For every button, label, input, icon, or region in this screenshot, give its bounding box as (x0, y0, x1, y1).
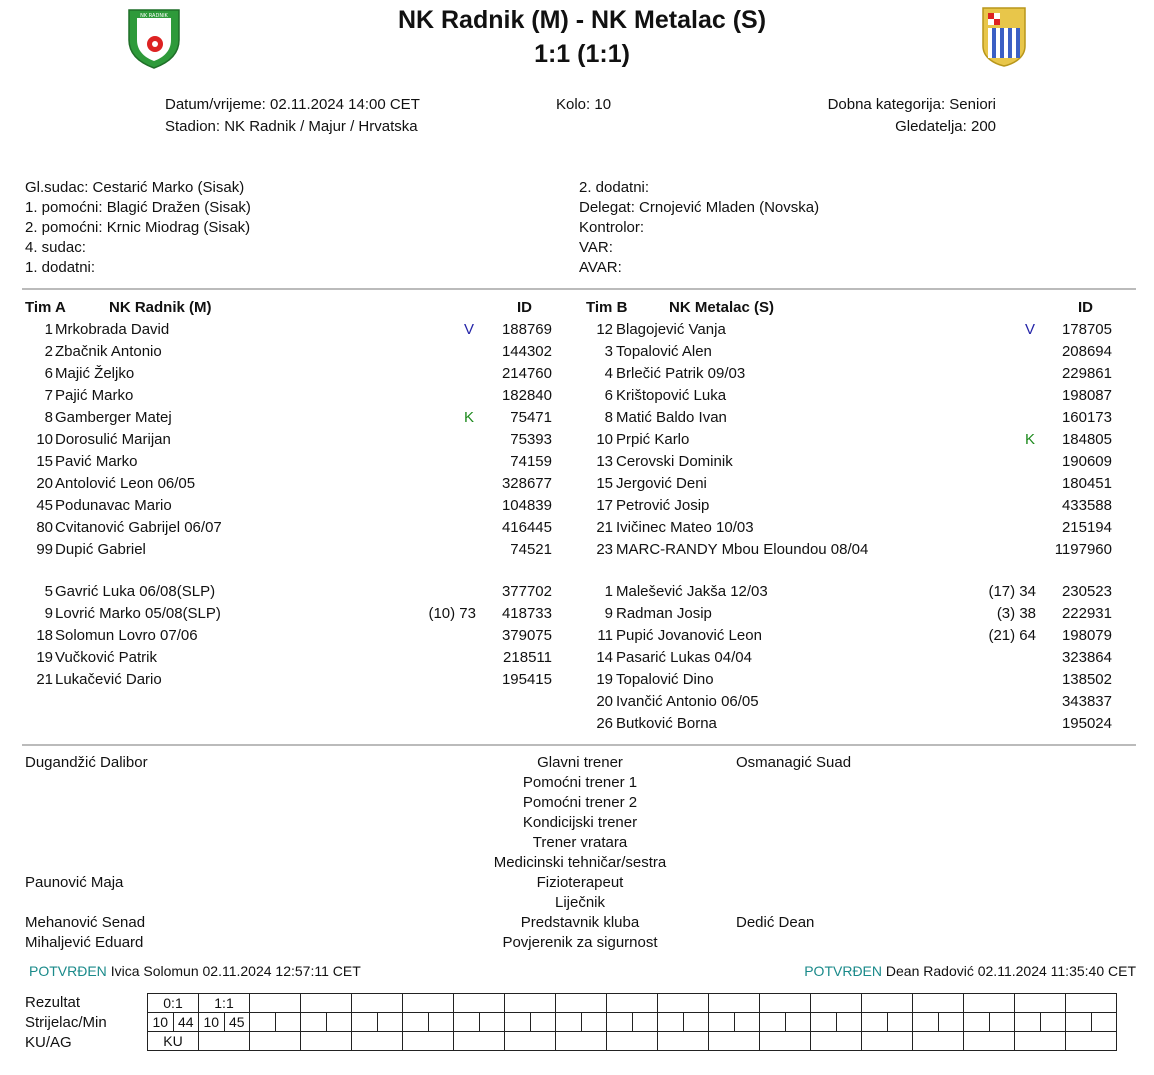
player-id: 182840 (501, 387, 552, 404)
player-id: 160173 (1061, 409, 1112, 426)
player-id: 214760 (501, 365, 552, 382)
result-row (148, 994, 1117, 1013)
result-cell (403, 994, 454, 1013)
player-name: Cerovski Dominik (616, 453, 733, 470)
scorer-number-cell (301, 1013, 327, 1032)
player-number: 1 (604, 583, 613, 600)
team-a-name: NK Radnik (M) (109, 299, 212, 316)
staff-role: Glavni trener (537, 754, 623, 771)
match-score: 1:1 (1:1) (534, 40, 630, 68)
player-number: 4 (604, 365, 613, 382)
official-line: Kontrolor: (579, 219, 645, 236)
player-id: 215194 (1061, 519, 1112, 536)
player-name: Blagojević Vanja (616, 321, 726, 338)
staff-role: Medicinski tehničar/sestra (493, 854, 667, 871)
player-id: 418733 (501, 605, 552, 622)
scorer-row (148, 1013, 1117, 1032)
result-cell (505, 994, 556, 1013)
scorer-minute-cell (1091, 1013, 1117, 1032)
scorer-number-cell (556, 1013, 582, 1032)
kuag-cell (403, 1032, 454, 1051)
scorer-minute-cell (989, 1013, 1015, 1032)
staff-role: Povjerenik za sigurnost (502, 934, 658, 951)
kuag-cell (250, 1032, 301, 1051)
scorer-number-cell: 10 (199, 1013, 225, 1032)
player-name: Antolović Leon 06/05 (55, 475, 196, 492)
kuag-cell: KU (148, 1032, 199, 1051)
player-name: Pupić Jovanović Leon (616, 627, 762, 644)
player-id: 195024 (1061, 715, 1112, 732)
player-id: 222931 (1061, 605, 1112, 622)
team-b-id-header: ID (1078, 299, 1093, 316)
player-id: 343837 (1061, 693, 1112, 710)
scorer-number-cell (250, 1013, 276, 1032)
kuag-cell (964, 1032, 1015, 1051)
home-staff-name: Mehanović Senad (25, 914, 146, 931)
scorer-number-cell (505, 1013, 531, 1032)
scorer-minute-cell (734, 1013, 760, 1032)
player-id: 190609 (1061, 453, 1112, 470)
player-name: Butković Borna (616, 715, 717, 732)
scorer-number-cell (658, 1013, 684, 1032)
player-name: Lovrić Marko 05/08(SLP) (55, 605, 221, 622)
player-name: Lukačević Dario (55, 671, 162, 688)
kuag-row (148, 1032, 1117, 1051)
official-line: AVAR: (579, 259, 622, 276)
player-number: 26 (596, 715, 613, 732)
scorer-minute-cell (632, 1013, 658, 1032)
result-cell (250, 994, 301, 1013)
scorer-minute-cell (836, 1013, 862, 1032)
player-id: 198079 (1061, 627, 1112, 644)
result-cell (658, 994, 709, 1013)
player-id: 230523 (1061, 583, 1112, 600)
player-id: 323864 (1061, 649, 1112, 666)
home-staff-name: Mihaljević Eduard (25, 934, 144, 951)
scorer-minute-cell (479, 1013, 505, 1032)
player-name: Vučković Patrik (55, 649, 157, 666)
player-id: 178705 (1061, 321, 1112, 338)
player-number: 8 (44, 409, 53, 426)
kuag-cell (199, 1032, 250, 1051)
result-cell (913, 994, 964, 1013)
score-grid (147, 993, 1117, 1051)
player-name: Topalović Alen (616, 343, 712, 360)
player-number: 15 (36, 453, 53, 470)
scorer-minute-cell (1040, 1013, 1066, 1032)
player-id: 198087 (1061, 387, 1112, 404)
player-name: Topalović Dino (616, 671, 714, 688)
player-number: 6 (604, 387, 613, 404)
divider (22, 744, 1136, 746)
kuag-cell (607, 1032, 658, 1051)
player-id: 138502 (1061, 671, 1112, 688)
player-id: 229861 (1061, 365, 1112, 382)
player-id: 144302 (501, 343, 552, 360)
kuag-cell (811, 1032, 862, 1051)
kuag-cell (913, 1032, 964, 1051)
player-name: Podunavac Mario (55, 497, 172, 514)
team-a-label: Tim A (25, 299, 66, 316)
player-role-mark: V (464, 321, 475, 338)
team-b-name: NK Metalac (S) (669, 299, 775, 316)
player-number: 20 (36, 475, 53, 492)
official-line: 1. dodatni: (25, 259, 96, 276)
player-number: 19 (596, 671, 613, 688)
kuag-label: KU/AG (25, 1034, 72, 1051)
player-id: 328677 (501, 475, 552, 492)
kuag-cell (709, 1032, 760, 1051)
player-number: 17 (596, 497, 613, 514)
away-confirmed-label: POTVRĐEN (804, 963, 883, 979)
player-name: Matić Baldo Ivan (616, 409, 727, 426)
player-name: Pajić Marko (55, 387, 134, 404)
result-label: Rezultat (25, 994, 81, 1011)
player-number: 11 (597, 627, 613, 644)
substitution-info: (17) 34 (988, 583, 1036, 600)
away-confirmation (804, 963, 1136, 979)
scorer-number-cell (913, 1013, 939, 1032)
official-line: Gl.sudac: Cestarić Marko (Sisak) (25, 179, 245, 196)
player-name: Dupić Gabriel (55, 541, 146, 558)
home-staff-name: Dugandžić Dalibor (25, 754, 148, 771)
player-name: Radman Josip (616, 605, 712, 622)
kuag-cell (760, 1032, 811, 1051)
match-round: Kolo: 10 (556, 96, 612, 113)
result-cell: 1:1 (199, 994, 250, 1013)
scorer-number-cell (454, 1013, 480, 1032)
player-name: Gamberger Matej (55, 409, 172, 426)
substitution-info: (10) 73 (428, 605, 476, 622)
scorer-number-cell (709, 1013, 735, 1032)
player-name: Zbačnik Antonio (55, 343, 162, 360)
home-staff-name: Paunović Maja (25, 874, 124, 891)
player-number: 6 (44, 365, 53, 382)
player-number: 10 (596, 431, 613, 448)
match-category: Dobna kategorija: Seniori (827, 96, 996, 113)
player-number: 8 (604, 409, 613, 426)
match-attendance: Gledatelja: 200 (895, 118, 996, 135)
player-name: Malešević Jakša 12/03 (616, 583, 768, 600)
player-name: Dorosulić Marijan (55, 431, 171, 448)
scorer-minute-cell (377, 1013, 403, 1032)
kuag-cell (556, 1032, 607, 1051)
player-id: 180451 (1061, 475, 1112, 492)
svg-text:NK RADNIK: NK RADNIK (140, 13, 168, 19)
scorer-number-cell (862, 1013, 888, 1032)
player-role-mark: V (1025, 321, 1036, 338)
player-name: Ivančić Antonio 06/05 (616, 693, 759, 710)
staff-role: Fizioterapeut (536, 874, 624, 891)
official-line: VAR: (579, 239, 613, 256)
result-cell (964, 994, 1015, 1013)
player-name: Solomun Lovro 07/06 (55, 627, 198, 644)
scorer-number-cell (760, 1013, 786, 1032)
player-id: 377702 (501, 583, 552, 600)
player-id: 184805 (1061, 431, 1112, 448)
player-name: Petrović Josip (616, 497, 710, 514)
player-id: 195415 (501, 671, 552, 688)
scorer-number-cell (1015, 1013, 1041, 1032)
player-name: Cvitanović Gabrijel 06/07 (55, 519, 222, 536)
scorer-number-cell (352, 1013, 378, 1032)
player-name: Ivičinec Mateo 10/03 (616, 519, 754, 536)
player-name: Mrkobrada David (55, 321, 170, 338)
player-number: 19 (36, 649, 53, 666)
result-cell (760, 994, 811, 1013)
kuag-cell (352, 1032, 403, 1051)
player-name: Krištopović Luka (616, 387, 727, 404)
player-number: 5 (44, 583, 53, 600)
kuag-cell (1015, 1032, 1066, 1051)
result-cell (301, 994, 352, 1013)
result-cell (352, 994, 403, 1013)
player-number: 20 (596, 693, 613, 710)
result-cell (709, 994, 760, 1013)
player-id: 188769 (501, 321, 552, 338)
home-confirmed-label: POTVRĐEN (29, 963, 107, 979)
kuag-cell (454, 1032, 505, 1051)
player-number: 15 (596, 475, 613, 492)
player-number: 18 (36, 627, 53, 644)
staff-role: Kondicijski trener (522, 814, 638, 831)
staff-role: Predstavnik kluba (520, 914, 640, 931)
scorer-minute-cell (887, 1013, 913, 1032)
player-number: 99 (36, 541, 53, 558)
player-id: 74521 (510, 541, 552, 558)
staff-role: Liječnik (554, 894, 606, 911)
scorer-number-cell (403, 1013, 429, 1032)
substitution-info: (21) 64 (988, 627, 1036, 644)
scorer-number-cell (1066, 1013, 1092, 1032)
team-a-id-header: ID (517, 299, 532, 316)
scorer-minute-cell (530, 1013, 556, 1032)
result-cell (556, 994, 607, 1013)
result-cell: 0:1 (148, 994, 199, 1013)
substitution-info: (3) 38 (996, 605, 1036, 622)
away-staff-name: Dedić Dean (736, 914, 815, 931)
player-number: 21 (596, 519, 613, 536)
result-cell (1066, 994, 1117, 1013)
match-stadium: Stadion: NK Radnik / Majur / Hrvatska (165, 118, 418, 135)
player-number: 12 (596, 321, 613, 338)
staff-role: Pomoćni trener 2 (522, 794, 638, 811)
player-name: Pasarić Lukas 04/04 (616, 649, 752, 666)
player-number: 9 (44, 605, 53, 622)
scorer-number-cell (964, 1013, 990, 1032)
player-number: 14 (596, 649, 613, 666)
result-cell (811, 994, 862, 1013)
player-name: Brlečić Patrik 09/03 (616, 365, 746, 382)
player-number: 13 (596, 453, 613, 470)
scorer-number-cell (811, 1013, 837, 1032)
match-title: NK Radnik (M) - NK Metalac (S) (397, 6, 767, 34)
kuag-cell (505, 1032, 556, 1051)
player-name: Prpić Karlo (616, 431, 690, 448)
player-id: 1197960 (1054, 541, 1112, 558)
player-id: 416445 (501, 519, 552, 536)
home-confirmed-text: Ivica Solomun 02.11.2024 12:57:11 CET (110, 963, 361, 979)
away-confirmed-text: Dean Radović 02.11.2024 11:35:40 CET (885, 963, 1136, 979)
player-number: 21 (36, 671, 53, 688)
kuag-cell (862, 1032, 913, 1051)
result-cell (1015, 994, 1066, 1013)
player-number: 7 (44, 387, 53, 404)
scorer-minute-cell (785, 1013, 811, 1032)
player-id: 208694 (1061, 343, 1112, 360)
player-number: 10 (36, 431, 53, 448)
scorer-minute-cell: 45 (224, 1013, 250, 1032)
player-name: Pavić Marko (55, 453, 138, 470)
official-line: 1. pomoćni: Blagić Dražen (Sisak) (25, 199, 251, 216)
scorer-number-cell: 10 (148, 1013, 174, 1032)
player-number: 3 (604, 343, 613, 360)
official-line: 4. sudac: (25, 239, 86, 256)
player-number: 23 (596, 541, 613, 558)
scorer-minute-cell (938, 1013, 964, 1032)
player-id: 75393 (510, 431, 552, 448)
player-name: Majić Željko (55, 365, 135, 382)
official-line: 2. pomoćni: Krnic Miodrag (Sisak) (25, 219, 251, 236)
player-role-mark: K (464, 409, 475, 426)
result-cell (862, 994, 913, 1013)
player-number: 80 (36, 519, 53, 536)
kuag-cell (1066, 1032, 1117, 1051)
player-name: MARC-RANDY Mbou Eloundou 08/04 (616, 541, 869, 558)
player-id: 379075 (501, 627, 552, 644)
kuag-cell (301, 1032, 352, 1051)
official-line: 2. dodatni: (579, 179, 650, 196)
player-number: 45 (36, 497, 53, 514)
scorer-minute-cell: 44 (173, 1013, 199, 1032)
staff-role: Pomoćni trener 1 (522, 774, 638, 791)
match-date: Datum/vrijeme: 02.11.2024 14:00 CET (165, 96, 420, 113)
scorer-minute-cell (326, 1013, 352, 1032)
player-role-mark: K (1025, 431, 1036, 448)
scorer-minute-cell (275, 1013, 301, 1032)
result-cell (607, 994, 658, 1013)
player-number: 9 (604, 605, 613, 622)
player-id: 433588 (1061, 497, 1112, 514)
player-id: 74159 (510, 453, 552, 470)
away-staff-name: Osmanagić Suad (736, 754, 852, 771)
player-id: 75471 (510, 409, 552, 426)
player-name: Gavrić Luka 06/08(SLP) (55, 583, 216, 600)
result-cell (454, 994, 505, 1013)
home-confirmation (29, 963, 361, 979)
team-b-label: Tim B (586, 299, 628, 316)
staff-role: Trener vratara (532, 834, 628, 851)
official-line: Delegat: Crnojević Mladen (Novska) (579, 199, 820, 216)
scorer-minute-cell (428, 1013, 454, 1032)
player-number: 2 (44, 343, 53, 360)
kuag-cell (658, 1032, 709, 1051)
player-name: Jergović Deni (616, 475, 707, 492)
scorer-minute-cell (581, 1013, 607, 1032)
scorer-label: Strijelac/Min (25, 1014, 107, 1031)
scorer-number-cell (607, 1013, 633, 1032)
player-number: 1 (44, 321, 53, 338)
divider (22, 288, 1136, 290)
player-id: 218511 (503, 649, 552, 666)
scorer-minute-cell (683, 1013, 709, 1032)
player-id: 104839 (501, 497, 552, 514)
